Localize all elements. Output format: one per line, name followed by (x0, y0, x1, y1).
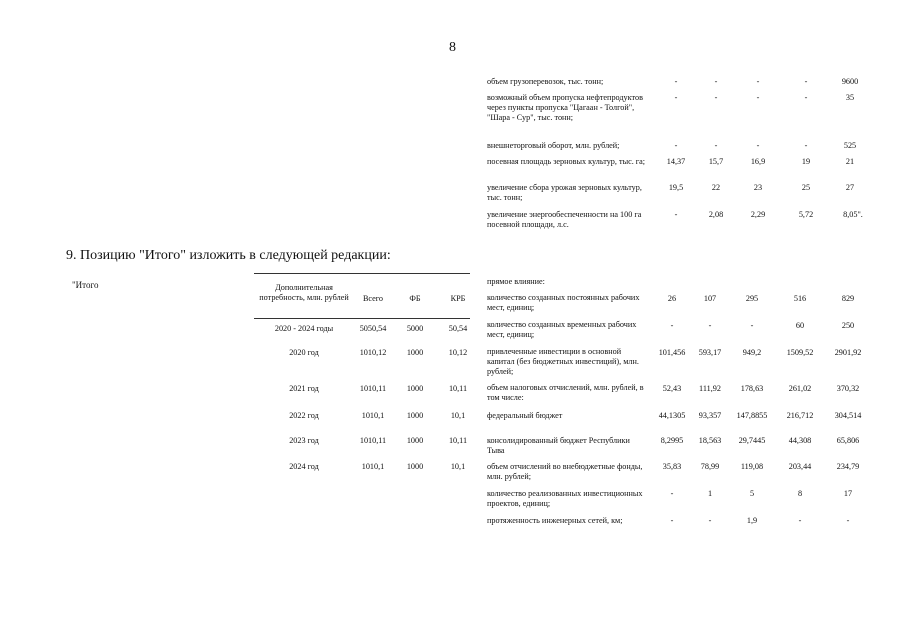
fb-cell: 1000 (406, 436, 424, 445)
fb-cell: 1000 (406, 348, 424, 357)
indicator-value: - (756, 141, 760, 150)
indicator-value: 23 (753, 183, 763, 192)
indicator-value: 5,72 (798, 210, 814, 219)
impact-value: - (798, 516, 802, 525)
table-border-header (254, 318, 470, 319)
impact-label: количество созданных временных рабочих мест, единиц; (487, 320, 637, 340)
indicator-label: увеличение сбора урожая зерновых культур, тыс. тонн; (487, 183, 642, 203)
indicator-label: объем грузоперевозок, тыс. тонн; (487, 77, 604, 86)
indicator-value: 27 (845, 183, 855, 192)
impact-value: 593,17 (698, 348, 722, 357)
total-cell: 1010,1 (361, 411, 385, 420)
impact-value: 203,44 (788, 462, 812, 471)
impact-value: 26 (667, 294, 677, 303)
impact-value: 261,02 (788, 384, 812, 393)
indicator-value: - (674, 210, 678, 219)
indicator-value: - (756, 77, 760, 86)
impact-value: - (708, 321, 712, 330)
impact-value: 119,08 (740, 462, 764, 471)
indicator-value: - (804, 93, 808, 102)
impact-label: привлеченные инвестиции в основной капитал (без бюджетных инвестиций), млн. рублей; (487, 347, 639, 377)
impact-value: 1509,52 (786, 348, 814, 357)
krb-cell: 10,11 (448, 436, 468, 445)
impact-value: 304,514 (834, 411, 862, 420)
impact-value: 234,79 (836, 462, 860, 471)
krb-cell: 10,1 (450, 411, 466, 420)
impact-value: 178,63 (740, 384, 764, 393)
table-border-top (254, 273, 470, 274)
impact-value: - (846, 516, 850, 525)
impact-value: - (708, 516, 712, 525)
impact-value: 147,8855 (736, 411, 768, 420)
total-cell: 1010,12 (359, 348, 387, 357)
impact-value: 18,563 (698, 436, 722, 445)
indicator-value: 14,37 (666, 157, 686, 166)
indicator-value: 2,29 (750, 210, 766, 219)
total-cell: 5050,54 (359, 324, 387, 333)
indicator-value: - (714, 77, 718, 86)
period-cell: 2024 год (289, 462, 319, 471)
indicator-value: 35 (845, 93, 855, 102)
impact-value: - (670, 489, 674, 498)
indicator-value: 2,08 (708, 210, 724, 219)
indicator-value: 19,5 (668, 183, 684, 192)
impact-value: 250 (841, 321, 855, 330)
impact-value: 29,7445 (738, 436, 766, 445)
period-cell: 2020 - 2024 годы (274, 324, 334, 333)
impact-value: 295 (745, 294, 759, 303)
section-heading: 9. Позицию "Итого" изложить в следующей редакции: (66, 248, 391, 263)
impact-label: федеральный бюджет (487, 411, 563, 420)
period-cell: 2023 год (289, 436, 319, 445)
impact-value: 60 (795, 321, 805, 330)
impact-value: 52,43 (662, 384, 682, 393)
indicator-value: 9600 (841, 77, 859, 86)
indicator-label: возможный объем пропуска нефтепродуктов через пункты пропуска "Цагаан - Толгой", "Шара - Сур", тыс. тонн; (487, 93, 643, 123)
indicator-value: 525 (843, 141, 857, 150)
header-total: Всего (362, 294, 384, 303)
indicator-value: - (674, 93, 678, 102)
impact-value: 44,1305 (658, 411, 686, 420)
impact-title: прямое влияние: (487, 277, 545, 286)
impact-value: - (670, 321, 674, 330)
impact-label: протяженность инженерных сетей, км; (487, 516, 623, 525)
indicator-value: 25 (801, 183, 811, 192)
impact-value: 949,2 (742, 348, 762, 357)
impact-label: количество созданных постоянных рабочих мест, единиц; (487, 293, 640, 313)
total-cell: 1010,11 (359, 436, 387, 445)
impact-value: 111,92 (699, 384, 721, 393)
krb-cell: 10,11 (448, 384, 468, 393)
impact-value: 8 (797, 489, 803, 498)
indicator-label: посевная площадь зерновых культур, тыс. га; (487, 157, 646, 166)
indicator-label: внешнеторговый оборот, млн. рублей; (487, 141, 620, 150)
total-cell: 1010,1 (361, 462, 385, 471)
indicator-value: - (714, 93, 718, 102)
krb-cell: 10,12 (448, 348, 468, 357)
impact-label: объем отчислений во внебюджетные фонды, млн. рублей; (487, 462, 643, 482)
indicator-value: - (714, 141, 718, 150)
indicator-value: - (674, 141, 678, 150)
header-krb: КРБ (450, 294, 466, 303)
indicator-value: - (674, 77, 678, 86)
impact-value: 78,99 (700, 462, 720, 471)
indicator-value: 21 (845, 157, 855, 166)
itogo-label: "Итого (72, 280, 99, 290)
period-cell: 2021 год (289, 384, 319, 393)
fb-cell: 1000 (406, 384, 424, 393)
krb-cell: 10,1 (450, 462, 466, 471)
impact-value: 65,806 (836, 436, 860, 445)
impact-value: 107 (703, 294, 717, 303)
impact-value: 370,32 (836, 384, 860, 393)
impact-value: 5 (749, 489, 755, 498)
impact-value: 17 (843, 489, 853, 498)
period-cell: 2022 год (289, 411, 319, 420)
fb-cell: 1000 (406, 411, 424, 420)
impact-value: 1,9 (746, 516, 758, 525)
impact-label: количество реализованных инвестиционных проектов, единиц; (487, 489, 643, 509)
indicator-value: - (804, 77, 808, 86)
impact-value: 2901,92 (834, 348, 862, 357)
fb-cell: 5000 (406, 324, 424, 333)
indicator-value: 16,9 (750, 157, 766, 166)
impact-label: консолидированный бюджет Республики Тыва (487, 436, 630, 456)
indicator-value: 8,05". (843, 210, 863, 219)
indicator-value: 19 (801, 157, 811, 166)
impact-value: 216,712 (786, 411, 814, 420)
impact-value: - (750, 321, 754, 330)
header-fb: ФБ (409, 294, 421, 303)
page-number: 8 (449, 40, 456, 55)
impact-value: 516 (793, 294, 807, 303)
impact-label: объем налоговых отчислений, млн. рублей, в том числе: (487, 383, 644, 403)
indicator-value: 22 (711, 183, 721, 192)
indicator-value: 15,7 (708, 157, 724, 166)
krb-cell: 50,54 (448, 324, 468, 333)
fb-cell: 1000 (406, 462, 424, 471)
indicator-label: увеличение энергообеспеченности на 100 га посевной площади, л.с. (487, 210, 642, 230)
impact-value: 829 (841, 294, 855, 303)
header-additional-need: Дополнительная потребность, млн. рублей (259, 283, 349, 303)
impact-value: 44,308 (788, 436, 812, 445)
impact-value: 101,456 (658, 348, 686, 357)
impact-value: 8,2995 (660, 436, 684, 445)
indicator-value: - (756, 93, 760, 102)
period-cell: 2020 год (289, 348, 319, 357)
total-cell: 1010,11 (359, 384, 387, 393)
impact-value: 93,357 (698, 411, 722, 420)
impact-value: 35,83 (662, 462, 682, 471)
impact-value: 1 (707, 489, 713, 498)
indicator-value: - (804, 141, 808, 150)
impact-value: - (670, 516, 674, 525)
